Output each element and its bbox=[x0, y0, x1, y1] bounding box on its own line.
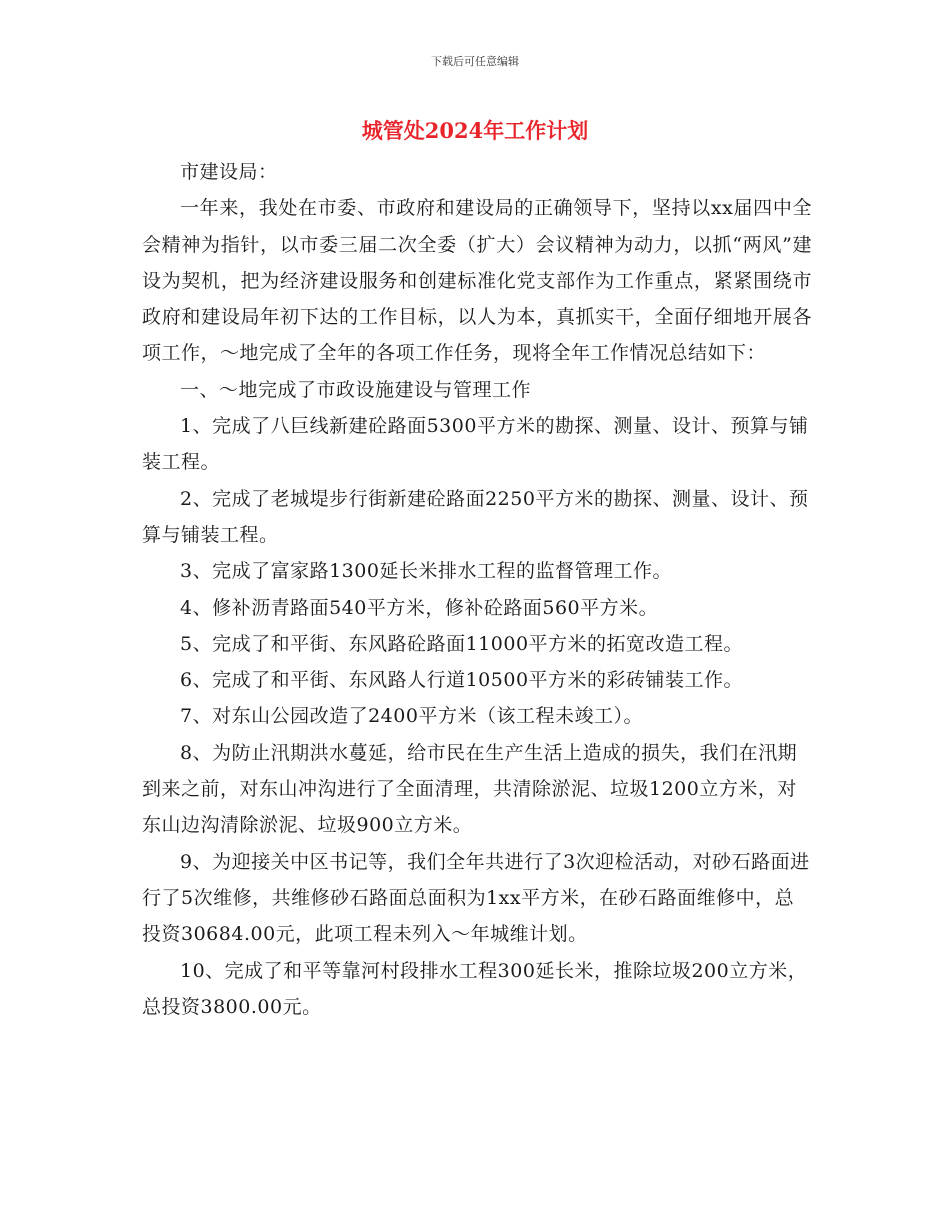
salutation: 市建设局： bbox=[180, 161, 278, 183]
section-heading: 一、～地完成了市政设施建设与管理工作 bbox=[180, 378, 532, 401]
header-note: 下载后可任意编辑 bbox=[431, 55, 519, 68]
list-item: 1、完成了八巨线新建砼路面5300平方米的勘探、测量、设计、预算与铺装工程。 bbox=[142, 415, 809, 474]
list-item: 6、完成了和平街、东风路人行道10500平方米的彩砖铺装工作。 bbox=[180, 669, 744, 692]
list-item: 5、完成了和平街、东风路砼路面11000平方米的拓宽改造工程。 bbox=[180, 632, 744, 655]
list-item: 10、完成了和平等靠河村段排水工程300延长米，推除垃圾200立方米，总投资3800.00元。 bbox=[142, 959, 808, 1018]
document-title: 城管处2024年工作计划 bbox=[361, 118, 589, 143]
list-item: 9、为迎接关中区书记等，我们全年共进行了3次迎检活动，对砂石路面进行了5次维修，共维修砂石路面总面积为1xx平方米，在砂石路面维修中，总投资30684.00元，此项工程未列入～年城维计划。 bbox=[142, 850, 810, 946]
list-item: 7、对东山公园改造了2400平方米（该工程未竣工）。 bbox=[180, 705, 643, 728]
list-item: 2、完成了老城堤步行街新建砼路面2250平方米的勘探、测量、设计、预算与铺装工程。 bbox=[142, 487, 809, 546]
list-item: 8、为防止汛期洪水蔓延，给市民在生产生活上造成的损失，我们在汛期到来之前，对东山冲沟进行了全面清理，共清除淤泥、垃圾1200立方米，对东山边沟清除淤泥、垃圾900立方米。 bbox=[142, 741, 798, 837]
document-body bbox=[142, 154, 812, 1025]
list-item: 4、修补沥青路面540平方米，修补砼路面560平方米。 bbox=[180, 596, 659, 619]
list-item: 3、完成了富家路1300延长米排水工程的监督管理工作。 bbox=[180, 560, 672, 583]
intro-paragraph: 一年来，我处在市委、市政府和建设局的正确领导下，坚持以xx届四中全会精神为指针，以市委三届二次全委（扩大）会议精神为动力，以抓“两风”建设为契机，把为经济建设服务和创建标准化党支部作为工作重点，紧紧围绕市政府和建设局年初下达的工作目标，以人为本，真抓实干，全面仔细地开展各项工作，～地完成了全年的各项工作任务，现将全年工作情况总结如下： bbox=[142, 197, 812, 365]
